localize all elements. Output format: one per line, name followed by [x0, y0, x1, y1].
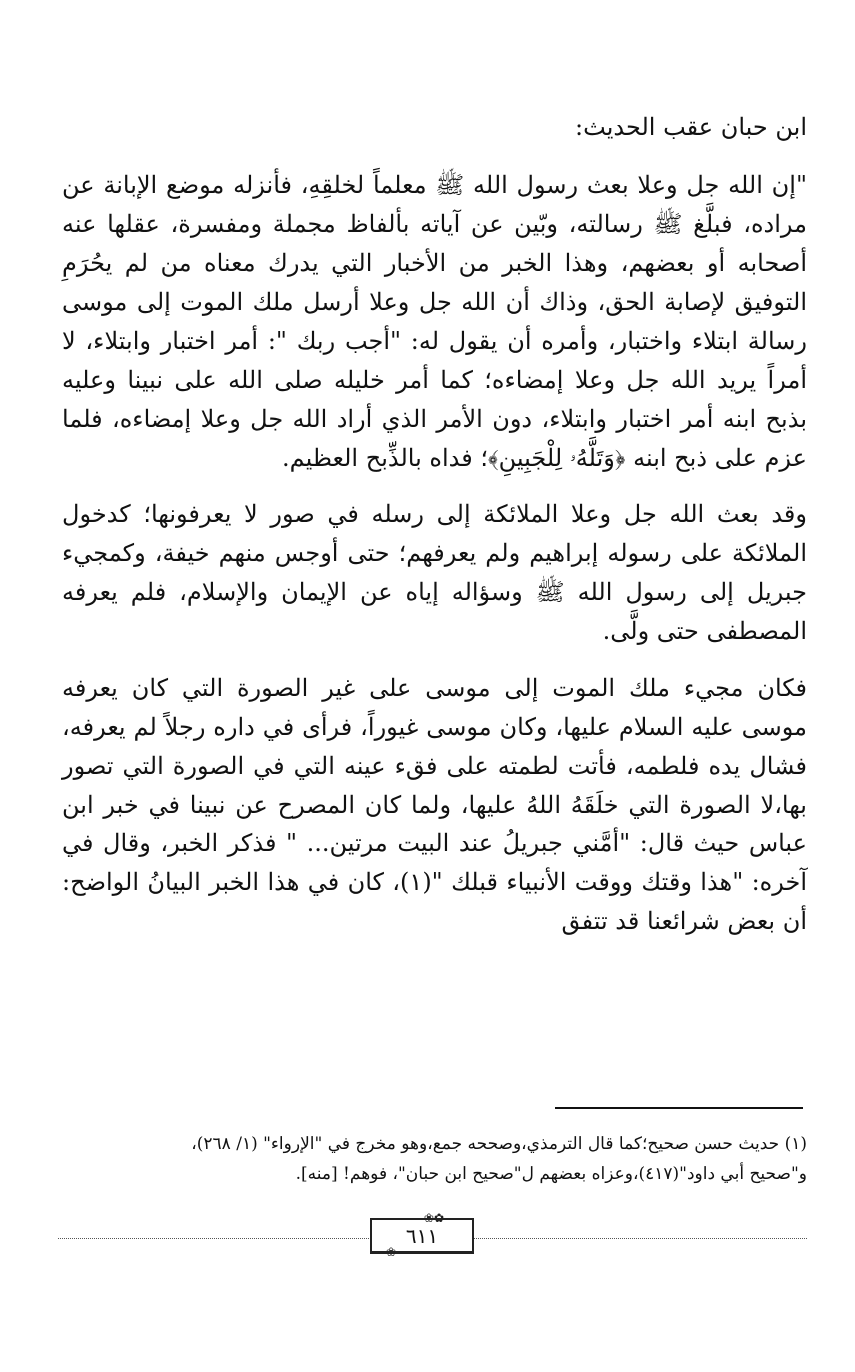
- footnotes: [62, 1130, 807, 1190]
- paragraph-3: فكان مجيء ملك الموت إلى موسى على غير الصورة التي كان يعرفه موسى عليه السلام عليها، وكان موسى غيوراً، فرأى في داره رجلاً لم يعرفه، فشال يده فلطمه، فأتت لطمته على فقء عينه التي في الصورة التي تصور بها،لا الصورة التي خلَقَهُ اللهُ عليها، ولما كان المصرح عن نبينا في خبر ابن عباس حيث قال: "أمَّني جبريلُ عند البيت مرتين... " فذكر الخبر، وقال في آخره: "هذا وقتك ووقت الأنبياء قبلك "(١)، كان في هذا الخبر البيانُ الواضح: أن بعض شرائعنا قد تتفق: [62, 673, 808, 936]
- top-ornament-icon: ✿❀: [423, 1211, 444, 1225]
- bottom-ornament-icon: ❀: [386, 1245, 397, 1259]
- footnote-line-1: (١) حديث حسن صحيح؛كما قال الترمذي،وصححه جمع،وهو مخرج في "الإرواء" (١/ ٢٦٨)،: [191, 1134, 807, 1154]
- page-footer: [58, 1211, 807, 1262]
- footnote-line-2: و"صحيح أبي داود"(٤١٧)،وعزاه بعضهم ل"صحيح ابن حبان"، فوهم! [منه].: [295, 1163, 807, 1184]
- page-body: [62, 108, 807, 959]
- paragraph-1: "إن الله جل وعلا بعث رسول الله ﷺ معلماً لخلقِهِ، فأنزله موضع الإبانة عن مراده، فبلَّغ ﷺ رسالته، وبّين عن آياته بألفاظ مجملة ومفسرة، عقلها عنه أصحابه أو بعضهم، وهذا الخبر من الأخبار التي يدرك معناه من لم يحُرَمِ التوفيق لإصابة الحق، وذاك أن الله جل وعلا أرسل ملك الموت إلى موسى رسالة ابتلاء واختبار، وأمره أن يقول له: "أجب ربك ": أمر اختبار وابتلاء، لا أمراً يريد الله جل وعلا إمضاءه؛ كما أمر خليله صلى الله على نبينا وعليه بذبح ابنه أمر اختبار وابتلاء، دون الأمر الذي أراد الله جل وعلا إمضاءه، فلما عزم على ذبح ابنه ﴿وَتَلَّهُۥ لِلْجَبِينِ﴾؛ فداه بالذِّبح العظيم.: [62, 171, 807, 472]
- page-number-frame: [370, 1211, 474, 1259]
- intro-line: ابن حبان عقب الحديث:: [575, 113, 807, 141]
- page-number: ٦١١: [405, 1224, 439, 1248]
- paragraph-2: وقد بعث الله جل وعلا الملائكة إلى رسله في صور لا يعرفونها؛ كدخول الملائكة على رسوله إبراهيم ولم يعرفهم؛ حتى أوجس منهم خيفة، وكمجيء جبريل إلى رسول الله ﷺ وسؤاله إياه عن الإيمان والإسلام، فلم يعرفه المصطفى حتى ولَّى.: [62, 500, 807, 646]
- footnote-separator: [555, 1107, 803, 1109]
